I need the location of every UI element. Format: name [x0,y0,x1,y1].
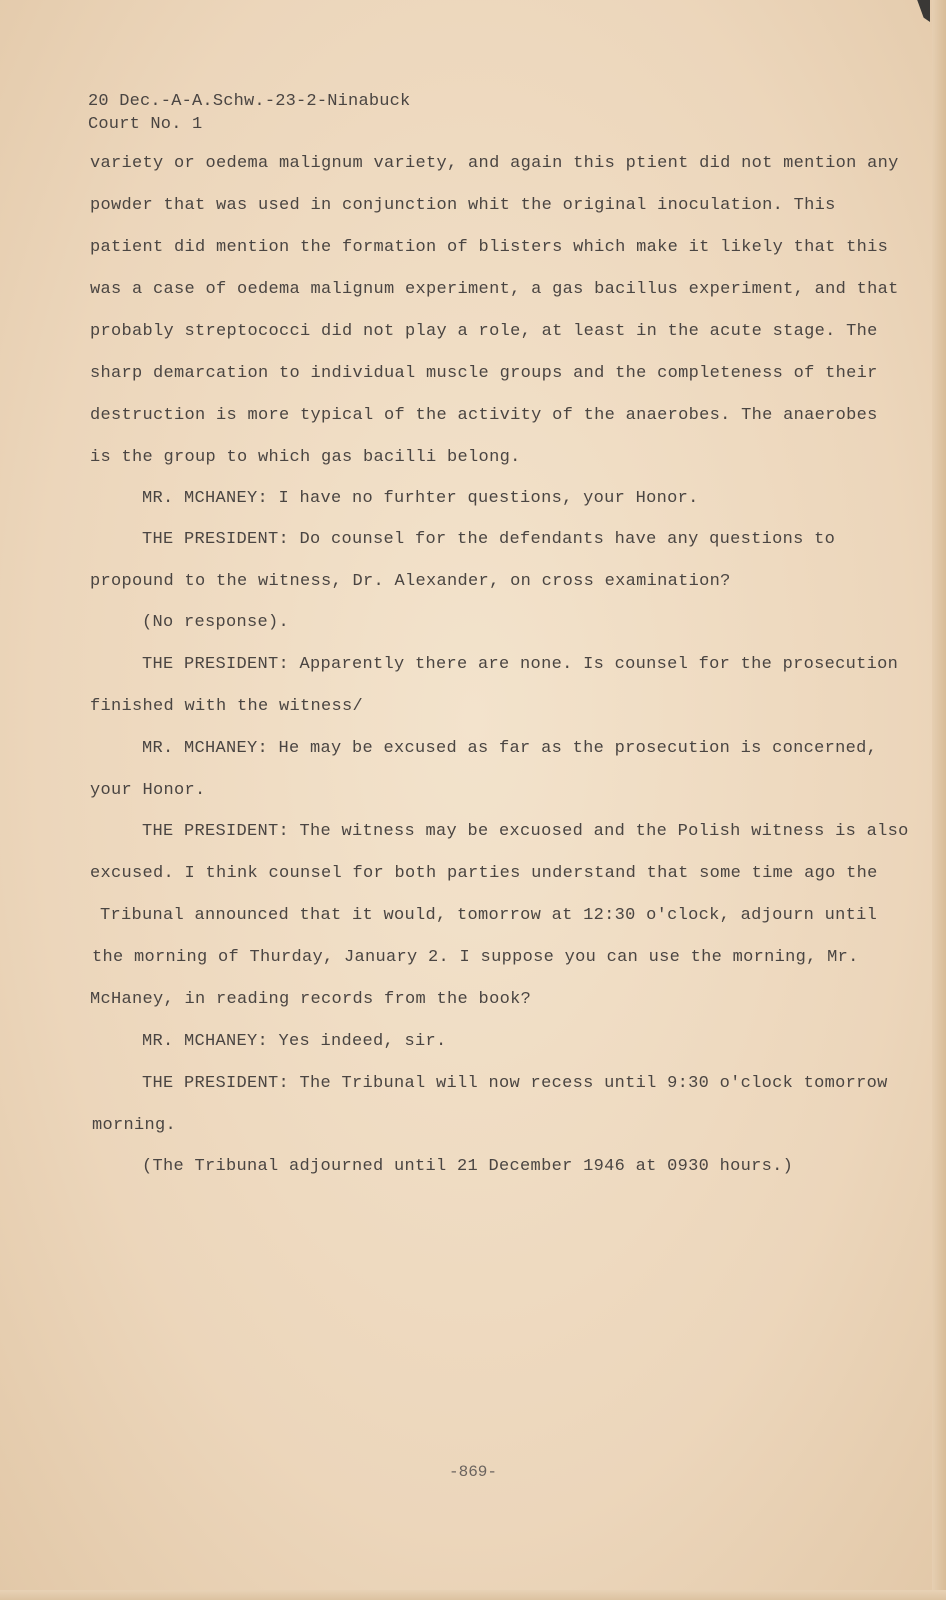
speaker-line: MR. MCHANEY: Yes indeed, sir. [142,1032,447,1051]
text-line: powder that was used in conjunction whit the original inoculation. This [90,196,836,215]
text-line: Tribunal announced that it would, tomorrow at 12:30 o'clock, adjourn until [100,906,878,925]
court-number: Court No. 1 [88,115,203,134]
text-line: destruction is more typical of the activity of the anaerobes. The anaerobes [90,406,878,425]
text-line: (The Tribunal adjourned until 21 December 1946 at 0930 hours.) [142,1157,794,1176]
speaker-line: THE PRESIDENT: Do counsel for the defendants have any questions to [142,530,836,549]
speaker-line: THE PRESIDENT: The Tribunal will now recess until 9:30 o'clock tomorrow [142,1074,888,1093]
text-line: finished with the witness/ [90,697,364,716]
page-number: -869- [449,1463,498,1481]
text-line: was a case of oedema malignum experiment, a gas bacillus experiment, and that [90,280,899,299]
text-line: your Honor. [90,781,206,800]
document-reference: 20 Dec.-A-A.Schw.-23-2-Ninabuck [88,92,411,111]
text-line: excused. I think counsel for both parties understand that some time ago the [90,864,878,883]
text-line: probably streptococci did not play a role, at least in the acute stage. The [90,322,878,341]
text-line: morning. [92,1116,177,1135]
speaker-line: THE PRESIDENT: The witness may be excuosed and the Polish witness is also [142,822,909,841]
text-line: the morning of Thurday, January 2. I suppose you can use the morning, Mr. [92,948,859,967]
text-line: patient did mention the formation of blisters which make it likely that this [90,238,889,257]
text-line: sharp demarcation to individual muscle groups and the completeness of their [90,364,878,383]
speaker-line: THE PRESIDENT: Apparently there are none. Is counsel for the prosecution [142,655,899,674]
speaker-line: MR. MCHANEY: He may be excused as far as the prosecution is concerned, [142,739,878,758]
text-line: variety or oedema malignum variety, and again this ptient did not mention any [90,154,899,173]
text-line: McHaney, in reading records from the book? [90,990,532,1009]
page-edge-bottom [0,1590,946,1600]
text-line: is the group to which gas bacilli belong. [90,448,521,467]
page-edge-right [932,0,946,1600]
text-line: propound to the witness, Dr. Alexander, on cross examination? [90,572,731,591]
text-line: (No response). [142,613,290,632]
speaker-line: MR. MCHANEY: I have no furhter questions, your Honor. [142,489,699,508]
